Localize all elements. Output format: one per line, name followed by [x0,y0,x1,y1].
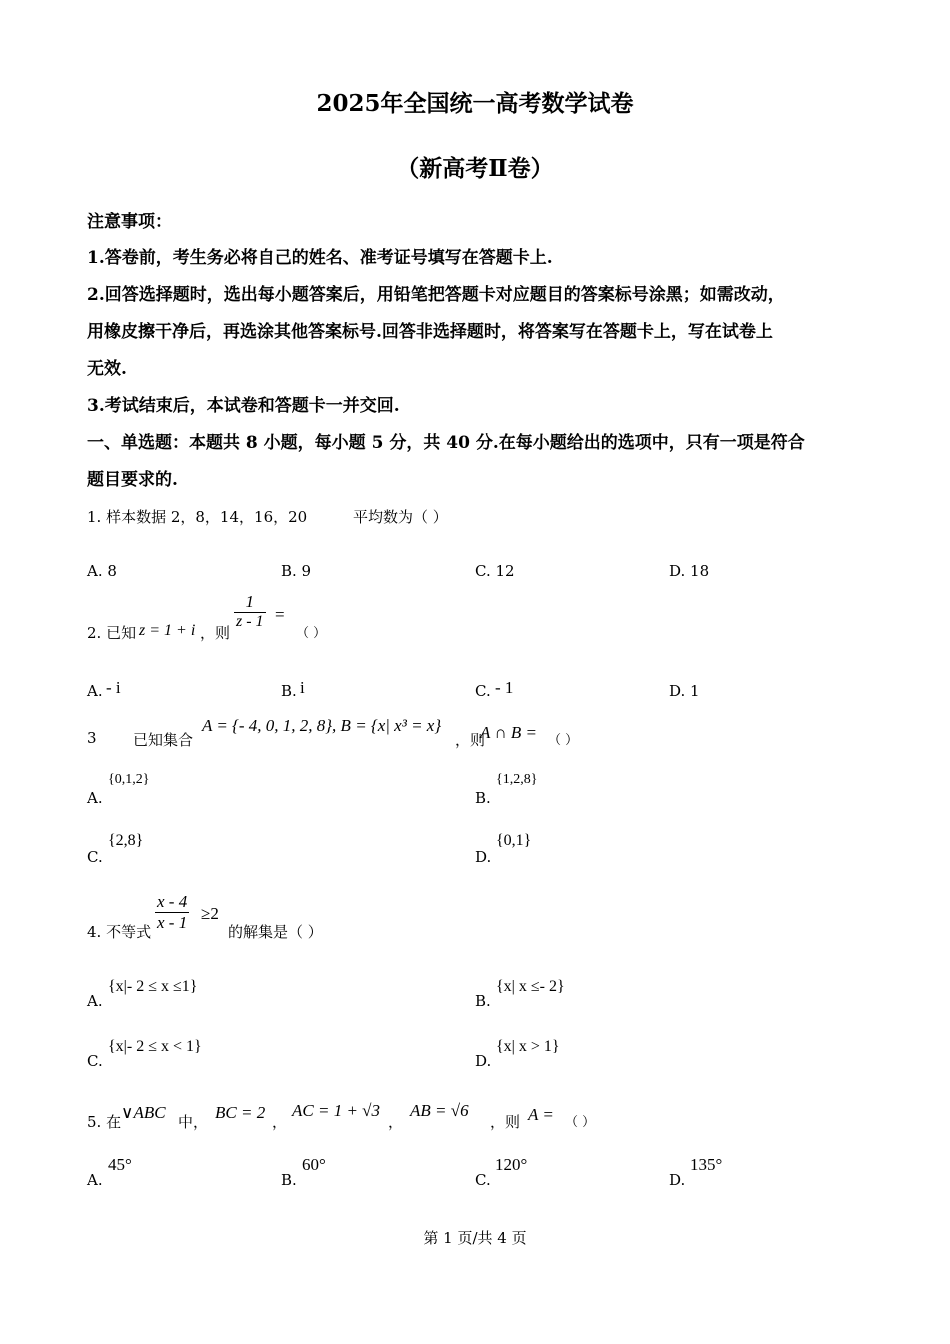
question-4-option-a-label: A. [87,992,103,1010]
question-5-option-b-label: B. [281,1171,297,1189]
question-2-option-c-value: - 1 [495,678,514,697]
question-5-tail: （ ） [565,1115,596,1130]
question-3-number: 3 [87,729,97,747]
question-3-option-d-value: {0,1} [496,832,532,849]
question-3-tail: （ ） [548,733,579,748]
question-2-fraction [234,592,266,631]
question-3-option-c-label: C. [87,848,103,866]
question-3-option-b-value: {1,2,8} [496,772,538,787]
notice-item-3: 3.考试结束后，本试卷和答题卡一并交回. [87,396,400,416]
question-2-tail: （ ） [296,626,327,641]
question-2-fraction-numerator: 1 [234,592,266,613]
question-1-tail: 平均数为（ ） [353,508,448,526]
question-2-mid: ，则 [200,624,231,642]
page-title: 2025年全国统一高考数学试卷 [316,90,634,117]
question-5-zhong: 中， [178,1113,209,1131]
question-1-option-a: A. 8 [87,562,117,580]
question-4-option-a-value: {x|- 2 ≤ x ≤1} [108,978,198,995]
question-5-mid: ，则 [490,1113,521,1131]
notice-heading: 注意事项： [87,212,172,232]
question-4-option-c-value: {x|- 2 ≤ x < 1} [108,1038,202,1055]
question-3-option-a-value: {0,1,2} [108,772,150,787]
question-4-option-c-label: C. [87,1052,103,1070]
notice-item-2-line-1: 2.回答选择题时，选出每小题答案后，用铅笔把答题卡对应题目的答案标号涂黑；如需改动， [87,285,785,305]
question-3-option-c-value: {2,8} [108,832,144,849]
question-2-option-a-value: - i [106,678,121,697]
question-1-option-b: B. 9 [281,562,312,580]
question-2-fraction-denominator: z - 1 [236,613,264,630]
question-2-equals: = [275,605,285,624]
question-5-angle-expression: A = [528,1105,554,1124]
question-5-option-d-value: 135° [690,1155,723,1174]
question-4-tail: 的解集是（ ） [228,923,323,941]
question-1-stem: 1. 样本数据 2，8，14，16，20 [87,508,308,526]
question-5-option-a-label: A. [87,1171,103,1189]
question-3-option-a-label: A. [87,789,103,807]
notice-item-2-line-3: 无效. [87,359,127,379]
question-2-option-c-label: C. [475,682,491,700]
question-5-bc: BC = 2 [215,1103,266,1122]
question-5-option-c-label: C. [475,1171,491,1189]
question-4-option-b-label: B. [475,992,491,1010]
question-4-fraction-numerator: x - 4 [157,892,188,911]
section-heading-line-2: 题目要求的. [87,470,178,490]
question-5-triangle: ∨ABC [121,1103,166,1122]
question-4-fraction-denominator: x - 1 [157,913,188,932]
question-3-expression: A ∩ B = [480,723,537,742]
question-2-option-b-label: B. [281,682,297,700]
question-3-option-d-label: D. [475,848,492,866]
question-5-separator-1: ， [272,1113,288,1131]
question-2-option-b-value: i [300,678,305,697]
question-4-fraction [155,892,189,933]
question-3-mid: ，则 [455,731,486,749]
question-5-ab: AB = √6 [410,1101,469,1120]
question-5-option-a-value: 45° [108,1155,132,1174]
question-2-option-a-label: A. [87,682,103,700]
question-3-option-b-label: B. [475,789,491,807]
question-4-option-d-value: {x| x > 1} [496,1038,560,1055]
question-5-option-b-value: 60° [302,1155,326,1174]
question-5-separator-2: ， [388,1113,404,1131]
question-2-condition: z = 1 + i [139,622,196,639]
notice-item-1: 1.答卷前，考生务必将自己的姓名、准考证号填写在答题卡上. [87,248,553,268]
question-3-prefix: 已知集合 [133,731,194,749]
question-5-prefix: 5. 在 [87,1113,122,1131]
question-1-option-d: D. 18 [669,562,710,580]
question-4-inequality: ≥2 [201,904,219,923]
question-5-ac: AC = 1 + √3 [292,1101,380,1120]
question-5-option-d-label: D. [669,1171,686,1189]
question-1-option-c: C. 12 [475,562,515,580]
question-2-option-d: D. 1 [669,682,700,700]
question-3-sets: A = {- 4, 0, 1, 2, 8}, B = {x| x³ = x} [202,716,442,735]
page-subtitle: （新高考Ⅱ卷） [396,155,554,182]
question-5-option-c-value: 120° [495,1155,528,1174]
question-4-prefix: 4. 不等式 [87,923,152,941]
page-footer: 第 1 页/共 4 页 [423,1229,527,1247]
question-4-option-b-value: {x| x ≤- 2} [496,978,565,995]
question-4-option-d-label: D. [475,1052,492,1070]
notice-item-2-line-2: 用橡皮擦干净后，再选涂其他答案标号.回答非选择题时，将答案写在答题卡上，写在试卷上 [87,322,773,342]
question-2-prefix: 2. 已知 [87,624,137,642]
section-heading-line-1: 一、单选题：本题共 8 小题，每小题 5 分，共 40 分.在每小题给出的选项中，只有一项是符合 [87,433,805,453]
